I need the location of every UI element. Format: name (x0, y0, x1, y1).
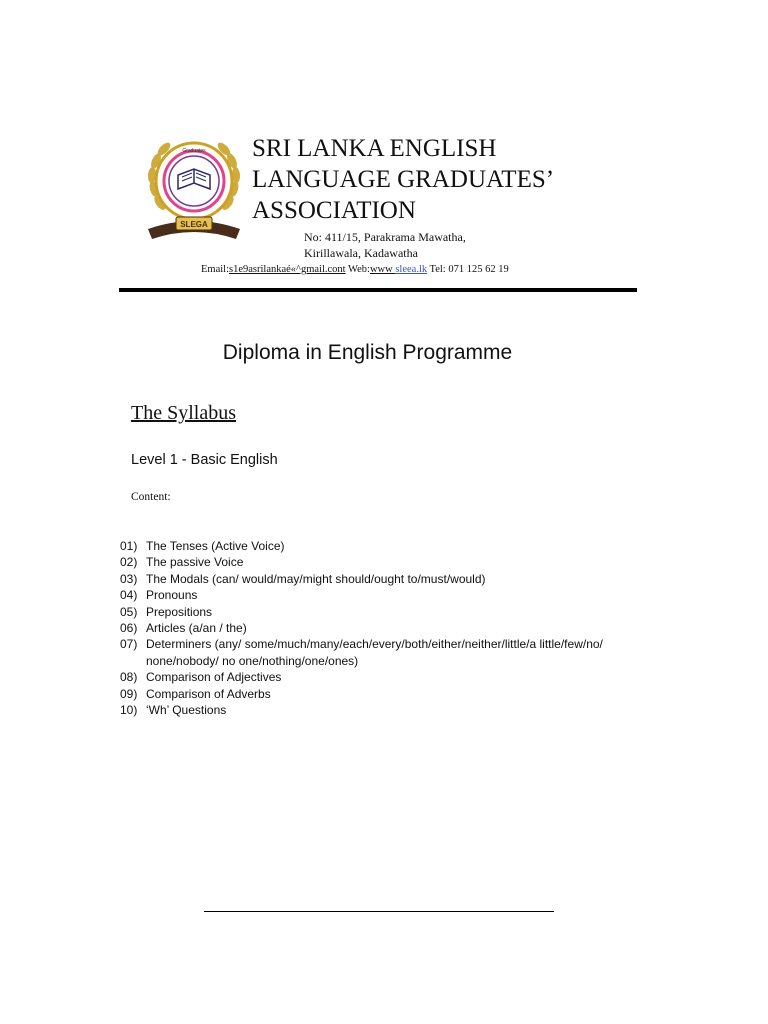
topic-text: The Modals (can/ would/may/might should/ought to/must/would) (146, 571, 486, 586)
email-address[interactable]: s1e9asrilankaé«^gmail.cont (229, 264, 346, 275)
topic-text: Pronouns (146, 588, 198, 603)
topic-text: The passive Voice (146, 555, 244, 570)
list-item-continuation (120, 653, 603, 669)
email-label: Email: (201, 264, 229, 275)
address-line-1: No: 411/15, Parakrama Mawatha, (304, 230, 466, 244)
topic-text: Prepositions (146, 604, 213, 619)
document-title: Diploma in English Programme (222, 341, 513, 364)
topic-number: 01) (120, 539, 138, 553)
topic-text: Determiners (any/ some/much/many/each/every/both/either/neither/little/a little/few/no/ (146, 637, 603, 652)
logo-ring-text: Graduates (182, 148, 206, 154)
organization-name (252, 133, 554, 226)
slega-logo-graphic (140, 125, 248, 245)
topic-number: 10) (120, 703, 138, 718)
header-divider (119, 288, 637, 292)
list-item (120, 538, 603, 554)
topic-number: 03) (120, 571, 138, 586)
topic-number: 09) (120, 686, 138, 701)
level-heading: Level 1 - Basic English (131, 452, 278, 468)
list-item (120, 620, 603, 636)
topic-text: Comparison of Adverbs (146, 686, 271, 701)
topic-number (120, 653, 146, 669)
list-item (120, 571, 603, 587)
topic-number: 08) (120, 670, 138, 685)
topic-number: 02) (120, 555, 138, 570)
list-item (120, 554, 603, 570)
footer-divider (204, 911, 554, 912)
topic-number: 04) (120, 588, 138, 603)
list-item (120, 636, 603, 652)
logo-banner-text: SLEGA (180, 220, 208, 229)
topic-number: 06) (120, 621, 138, 636)
topic-number: 05) (120, 604, 138, 619)
organization-name-line-2: LANGUAGE GRADUATES’ (252, 166, 555, 193)
list-item (120, 669, 603, 685)
list-item (120, 587, 603, 603)
slega-logo (140, 125, 248, 245)
topic-text: ‘Wh’ Questions (146, 703, 227, 718)
web-prefix[interactable]: www (369, 264, 396, 275)
content-label: Content: (131, 491, 171, 503)
organization-name-line-1: SRI LANKA ENGLISH (252, 135, 497, 162)
list-item (120, 686, 603, 702)
address-line-2: Kirillawala, Kadawatha (304, 246, 418, 260)
list-item (120, 604, 603, 620)
list-item (120, 702, 603, 718)
syllabus-heading: The Syllabus (131, 402, 236, 424)
topic-text: none/nobody/ no one/nothing/one/ones) (146, 653, 359, 668)
telephone: Tel: 071 125 62 19 (427, 264, 509, 275)
web-label: Web: (345, 264, 370, 275)
contact-line (201, 264, 509, 275)
topic-text: Articles (a/an / the) (146, 621, 247, 636)
address-block (304, 229, 466, 261)
topic-number: 07) (120, 637, 138, 652)
organization-name-line-3: ASSOCIATION (252, 197, 416, 224)
topic-text: The Tenses (Active Voice) (146, 539, 285, 553)
topic-text: Comparison of Adjectives (146, 670, 282, 685)
website-link[interactable]: sleea.lk (395, 264, 428, 275)
topic-list (120, 538, 603, 718)
